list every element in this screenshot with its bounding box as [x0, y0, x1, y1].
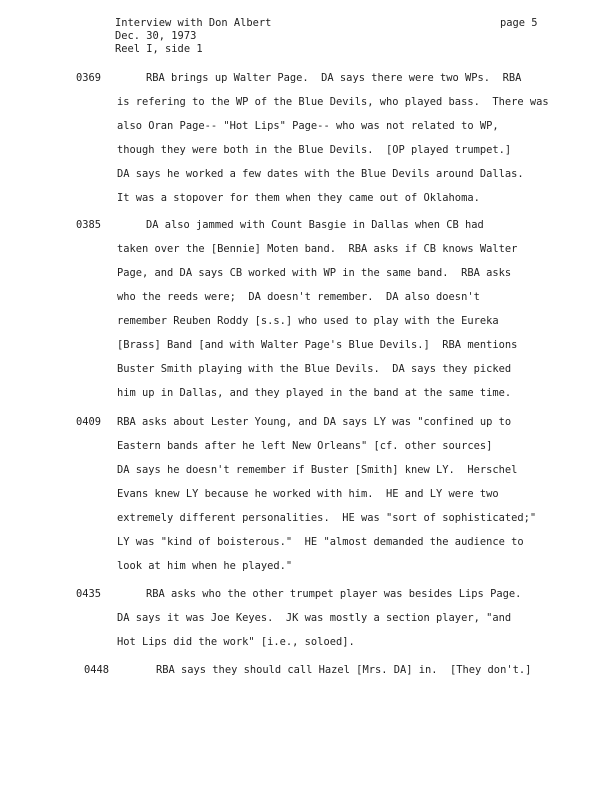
entry-line: Eastern bands after he left New Orleans" [cf. other sources] [117, 440, 493, 452]
entry-line: Hot Lips did the work" [i.e., soloed]. [117, 636, 355, 648]
entry-line: look at him when he played." [117, 560, 293, 572]
entry-line: RBA says they should call Hazel [Mrs. DA] in. [They don't.] [156, 664, 532, 676]
timecode: 0409 [76, 416, 102, 428]
header-title: Interview with Don Albert [115, 17, 272, 29]
timecode: 0435 [76, 588, 102, 600]
entry-line: DA also jammed with Count Basgie in Dallas when CB had [146, 219, 484, 231]
entry-line: remember Reuben Roddy [s.s.] who used to play with the Eureka [117, 315, 499, 327]
timecode: 0448 [84, 664, 110, 676]
entry-line: is refering to the WP of the Blue Devils, who played bass. There was [117, 96, 549, 108]
entry-line: extremely different personalities. HE was "sort of sophisticated;" [117, 512, 537, 524]
page-number: page 5 [500, 17, 538, 29]
timecode: 0385 [76, 219, 102, 231]
entry-line: Buster Smith playing with the Blue Devils. DA says they picked [117, 363, 512, 375]
header-reel: Reel I, side 1 [115, 43, 203, 55]
header-date: Dec. 30, 1973 [115, 30, 197, 42]
entry-line: LY was "kind of boisterous." HE "almost demanded the audience to [117, 536, 524, 548]
entry-line: also Oran Page-- "Hot Lips" Page-- who was not related to WP, [117, 120, 499, 132]
entry-line: RBA asks who the other trumpet player was besides Lips Page. [146, 588, 522, 600]
entry-line: Evans knew LY because he worked with him. HE and LY were two [117, 488, 499, 500]
entry-line: RBA asks about Lester Young, and DA says LY was "confined up to [117, 416, 512, 428]
entry-line: [Brass] Band [and with Walter Page's Blue Devils.] RBA mentions [117, 339, 518, 351]
entry-line: DA says it was Joe Keyes. JK was mostly a section player, "and [117, 612, 512, 624]
entry-line: It was a stopover for them when they came out of Oklahoma. [117, 192, 480, 204]
entry-line: RBA brings up Walter Page. DA says there were two WPs. RBA [146, 72, 522, 84]
entry-line: taken over the [Bennie] Moten band. RBA asks if CB knows Walter [117, 243, 518, 255]
timecode: 0369 [76, 72, 102, 84]
entry-line: DA says he worked a few dates with the Blue Devils around Dallas. [117, 168, 524, 180]
entry-line: though they were both in the Blue Devils. [OP played trumpet.] [117, 144, 512, 156]
entry-line: who the reeds were; DA doesn't remember. DA also doesn't [117, 291, 480, 303]
entry-line: him up in Dallas, and they played in the band at the same time. [117, 387, 512, 399]
entry-line: Page, and DA says CB worked with WP in the same band. RBA asks [117, 267, 512, 279]
entry-line: DA says he doesn't remember if Buster [Smith] knew LY. Herschel [117, 464, 518, 476]
